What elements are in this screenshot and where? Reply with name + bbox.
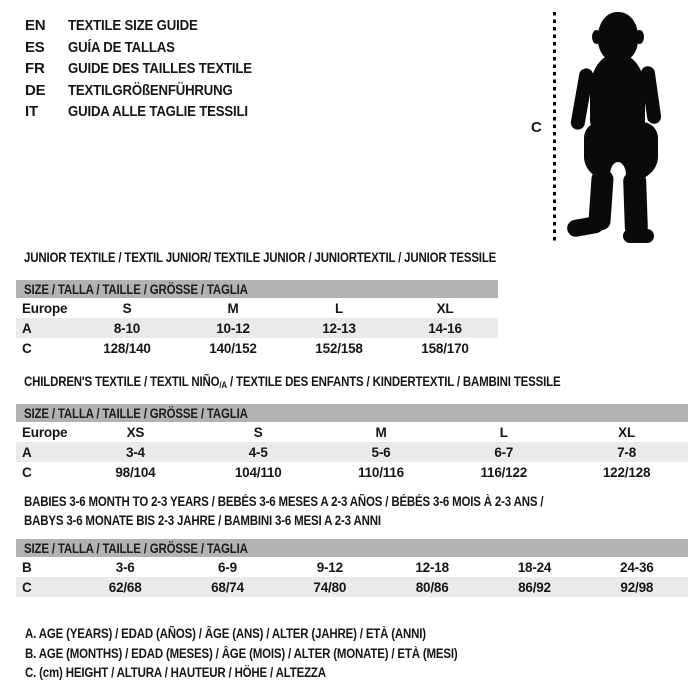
legend-b-text: B. AGE (MONTHS) / EDAD (MESES) / ÂGE (MOIS) / ALTER (MONATE) / ETÀ (MESI) bbox=[25, 645, 458, 661]
baby-foot-left bbox=[566, 215, 605, 238]
height-cell: 80/86 bbox=[415, 579, 449, 595]
size-header-text: SIZE / TALLA / TAILLE / GRÖSSE / TAGLIA bbox=[24, 405, 248, 421]
language-code: DE bbox=[25, 81, 46, 99]
babies-title-line2-text: BABYS 3-6 MONATE BIS 2-3 JAHRE / BAMBINI 3-6 MESI A 2-3 ANNI bbox=[24, 513, 381, 528]
height-cell: 116/122 bbox=[480, 464, 528, 480]
legend-line-a bbox=[25, 626, 534, 646]
age-cell: 24-36 bbox=[620, 559, 654, 575]
size-header-text: SIZE / TALLA / TAILLE / GRÖSSE / TAGLIA bbox=[24, 540, 248, 556]
age-cell: 3-6 bbox=[115, 559, 135, 575]
row-label: C bbox=[22, 579, 32, 595]
height-cell: 86/92 bbox=[518, 579, 551, 595]
height-measure-label: C bbox=[531, 119, 542, 136]
age-cell: 6-9 bbox=[218, 559, 237, 575]
language-label: GUIDE DES TAILLES TEXTILE bbox=[68, 60, 252, 78]
size-cell: S bbox=[122, 300, 132, 316]
baby-silhouette bbox=[564, 10, 670, 243]
baby-ear-right bbox=[635, 30, 644, 44]
language-row-de bbox=[25, 80, 277, 102]
height-cell: 74/80 bbox=[313, 579, 347, 595]
language-title-list bbox=[25, 15, 277, 123]
age-cell: 6-7 bbox=[494, 444, 514, 460]
legend-line-c bbox=[25, 665, 534, 685]
language-code: EN bbox=[25, 17, 46, 35]
height-cell: 92/98 bbox=[620, 579, 654, 595]
height-cell: 104/110 bbox=[234, 464, 282, 480]
size-cell: XS bbox=[126, 424, 145, 440]
language-row-es bbox=[25, 37, 277, 59]
height-cell: 128/140 bbox=[103, 340, 151, 356]
language-label: GUIDA ALLE TAGLIE TESSILI bbox=[68, 103, 248, 121]
language-row-it bbox=[25, 101, 277, 123]
row-label: A bbox=[22, 444, 32, 460]
height-dashed-line bbox=[553, 12, 556, 243]
language-row-fr bbox=[25, 58, 277, 80]
legend-a-text: A. AGE (YEARS) / EDAD (AÑOS) / ÂGE (ANS) / ALTER (JAHRE) / ETÀ (ANNI) bbox=[25, 626, 426, 641]
baby-ear-left bbox=[592, 30, 601, 44]
row-label: A bbox=[22, 320, 32, 336]
legend-line-b bbox=[25, 646, 534, 666]
legend-c-text: C. (cm) HEIGHT / ALTURA / HAUTEUR / HÖHE / ALTEZZA bbox=[25, 665, 326, 680]
age-cell: 10-12 bbox=[216, 320, 250, 336]
height-cell: 68/74 bbox=[211, 579, 244, 595]
babies-section-title-line2 bbox=[24, 513, 444, 528]
row-label: C bbox=[22, 464, 32, 480]
junior-section-title-text: JUNIOR TEXTILE / TEXTIL JUNIOR/ TEXTILE JUNIOR / JUNIORTEXTIL / JUNIOR TESSILE bbox=[24, 250, 497, 265]
legend bbox=[25, 626, 534, 685]
size-header-text: SIZE / TALLA / TAILLE / GRÖSSE / TAGLIA bbox=[24, 281, 248, 297]
age-cell: 12-13 bbox=[322, 320, 356, 336]
size-cell: M bbox=[375, 424, 387, 440]
table-row-height bbox=[16, 462, 688, 482]
children-section-title bbox=[24, 374, 655, 390]
size-cell: L bbox=[334, 300, 344, 316]
height-cell: 158/170 bbox=[421, 340, 469, 356]
age-cell: 14-16 bbox=[428, 320, 462, 336]
language-code: ES bbox=[25, 38, 45, 56]
table-row-age-years bbox=[16, 318, 498, 338]
table-row-height bbox=[16, 577, 688, 597]
children-title-prefix: CHILDREN'S TEXTILE / TEXTIL NIÑO bbox=[24, 374, 220, 389]
baby-head bbox=[598, 12, 638, 62]
height-cell: 110/116 bbox=[358, 464, 404, 480]
age-cell: 7-8 bbox=[617, 444, 637, 460]
age-cell: 8-10 bbox=[113, 320, 141, 336]
table-row-height bbox=[16, 338, 498, 358]
row-label: Europe bbox=[22, 300, 68, 316]
age-cell: 3-4 bbox=[125, 444, 145, 460]
babies-section-title-line1 bbox=[24, 494, 635, 509]
children-title-suffix: / TEXTILE DES ENFANTS / KINDERTEXTIL / BAMBINI TESSILE bbox=[227, 374, 561, 389]
size-cell: XL bbox=[436, 300, 454, 316]
row-label: Europe bbox=[22, 424, 68, 440]
language-label: GUÍA DE TALLAS bbox=[68, 38, 175, 56]
language-code: IT bbox=[25, 103, 38, 121]
age-cell: 4-5 bbox=[248, 444, 268, 460]
age-cell: 18-24 bbox=[517, 559, 552, 575]
children-section-title-text bbox=[24, 374, 560, 390]
height-cell: 98/104 bbox=[115, 464, 156, 480]
height-cell: 152/158 bbox=[315, 340, 363, 356]
children-size-table bbox=[16, 404, 688, 482]
babies-title-line1-text: BABIES 3-6 MONTH TO 2-3 YEARS / BEBÉS 3-6 MESES A 2-3 AÑOS / BÉBÉS 3-6 MOIS À 2-3 ANS / bbox=[24, 494, 544, 509]
height-cell: 122/128 bbox=[602, 464, 651, 480]
row-label: C bbox=[22, 340, 32, 356]
age-cell: 9-12 bbox=[316, 559, 343, 575]
height-cell: 62/68 bbox=[108, 579, 142, 595]
language-row-en bbox=[25, 15, 277, 37]
baby-leg-right bbox=[623, 172, 648, 237]
size-cell: S bbox=[253, 424, 263, 440]
language-code: FR bbox=[25, 60, 45, 78]
language-label: TEXTILE SIZE GUIDE bbox=[68, 17, 198, 35]
size-cell: L bbox=[499, 424, 508, 440]
age-cell: 12-18 bbox=[415, 559, 449, 575]
size-cell: M bbox=[227, 300, 239, 316]
table-row-age-years bbox=[16, 442, 688, 462]
size-header-bar bbox=[16, 404, 688, 422]
size-header-bar bbox=[16, 280, 498, 298]
age-cell: 5-6 bbox=[371, 444, 391, 460]
children-title-subscript: /A bbox=[219, 380, 228, 390]
baby-foot-right bbox=[623, 229, 654, 243]
table-row-age-months bbox=[16, 557, 688, 577]
size-cell: XL bbox=[618, 424, 636, 440]
row-label: B bbox=[22, 559, 32, 575]
table-row-europe bbox=[16, 422, 688, 442]
table-row-europe bbox=[16, 298, 498, 318]
junior-size-table bbox=[16, 280, 498, 358]
height-cell: 140/152 bbox=[209, 340, 257, 356]
babies-size-table bbox=[16, 539, 688, 597]
language-label: TEXTILGRÖßENFÜHRUNG bbox=[68, 81, 233, 99]
size-header-bar bbox=[16, 539, 688, 557]
junior-section-title bbox=[24, 250, 579, 265]
